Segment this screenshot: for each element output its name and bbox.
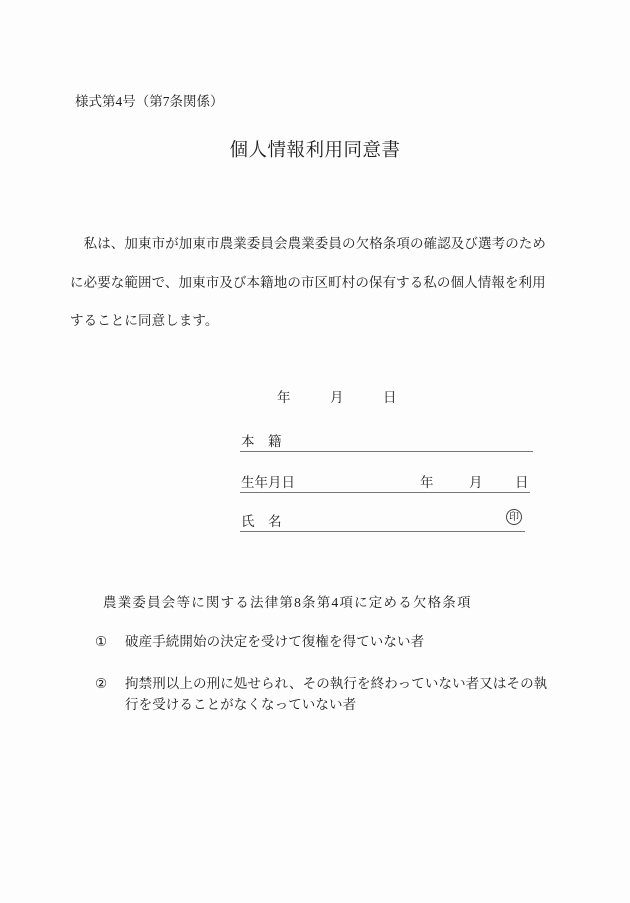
item-1-number: ① [95, 634, 108, 649]
disqualification-item-1 [95, 634, 424, 650]
item-2-text [125, 674, 547, 715]
item-2-line-1: 拘禁刑以上の刑に処せられ、その執行を終わっていない者又はその執 [125, 676, 548, 691]
consent-paragraph-line-2: に必要な範囲で、加東市及び本籍地の市区町村の保有する私の個人情報を利用 [70, 274, 546, 290]
date-month-label: 月 [330, 390, 344, 405]
birthdate-year-label: 年 [420, 475, 434, 490]
domicile-label: 本 籍 [241, 434, 282, 449]
name-label: 氏 名 [241, 514, 282, 529]
date-field [240, 389, 530, 407]
consent-paragraph [70, 225, 570, 341]
disqualification-heading: 農業委員会等に関する法律第8条第4項に定める欠格条項 [103, 595, 472, 610]
birthdate-label: 生年月日 [241, 475, 295, 490]
item-2-line-2: 行を受けることがなくなっていない者 [125, 696, 357, 712]
disqualification-item-2 [95, 674, 547, 715]
item-2-number: ② [95, 676, 108, 691]
date-day-label: 日 [383, 390, 397, 405]
consent-paragraph-line-3: することに同意します。 [70, 313, 219, 328]
date-year-label: 年 [277, 390, 291, 405]
form-number: 様式第4号（第7条関係） [75, 94, 224, 109]
birthdate-field [240, 474, 530, 493]
domicile-field [240, 433, 533, 452]
birthdate-month-label: 月 [469, 475, 483, 490]
seal-mark-icon: 印 [506, 509, 522, 525]
birthdate-day-label: 日 [515, 475, 529, 490]
item-1-line-1: 破産手続開始の決定を受けて復権を得ていない者 [125, 634, 425, 649]
consent-paragraph-line-1: 私は、加東市が加東市農業委員会農業委員の欠格条項の確認及び選考のため [70, 236, 546, 251]
name-field [240, 513, 525, 532]
item-1-text [125, 634, 424, 650]
document-title: 個人情報利用同意書 [229, 141, 401, 161]
